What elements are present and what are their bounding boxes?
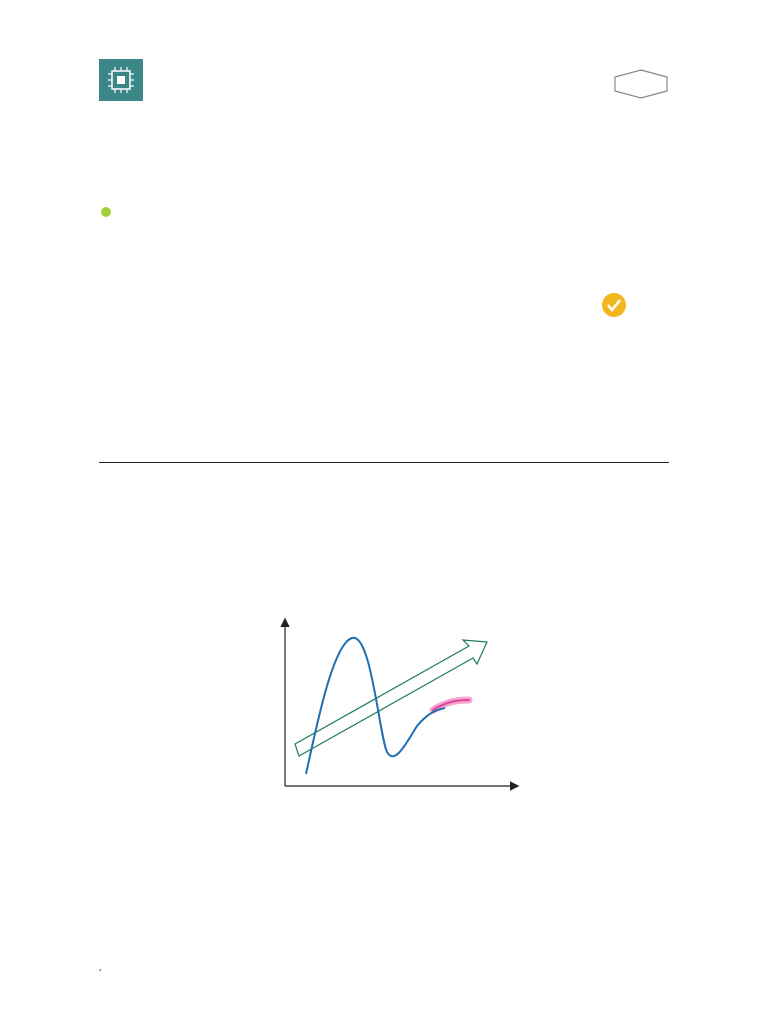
hype-cycle-figure (255, 614, 525, 824)
orcid-icon[interactable] (101, 207, 111, 217)
journal-logo (99, 59, 143, 101)
chip-icon (99, 59, 143, 101)
check-for-updates-badge[interactable] (602, 290, 677, 326)
author-list (99, 203, 111, 219)
mdpi-logo (613, 69, 669, 99)
footer-citation: , (99, 963, 102, 973)
figure-caption (125, 828, 645, 844)
check-icon (602, 293, 626, 317)
divider (99, 462, 669, 463)
abstract (105, 331, 669, 348)
hype-curve (306, 638, 445, 774)
